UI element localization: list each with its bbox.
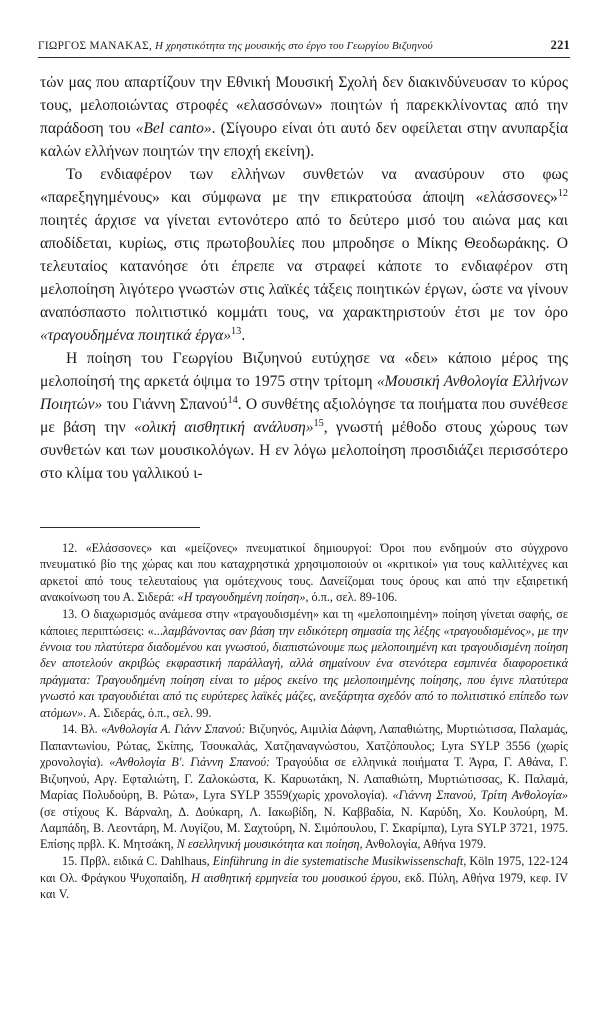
page-number: 221 bbox=[550, 38, 570, 52]
text-run: (σε στίχους Κ. Βάρναλη, Δ. Δούκαρη, Λ. Ιακωβίδη, Ν. Καββαδία, Ν. Καρύδη, Χο. Κουλούρη, Μ. Λαμπάδη, Β. Λεοντάρη, Μ. Λυγίζου, Μ. Σαχτούρη, Ν. Σιμόπουλου, Γ. Σκαρίμπα), Lyra SYLP 3721, 1975. Επίσης πρβλ. Κ. Μητσάκη, bbox=[40, 804, 568, 852]
header-divider bbox=[38, 57, 570, 58]
running-head-text bbox=[38, 40, 433, 52]
footnote bbox=[40, 721, 568, 852]
text-run: Η ποίηση του Γεωργίου Βιζυηνού ευτύχησε να «δει» κάποιο μέρος της μελοποίησή της αρκετά όψιμα το 1975 στην τρίτομη bbox=[40, 350, 568, 390]
italic-run: Ν εσελληνική μουσικότητα και ποίηση bbox=[176, 837, 360, 852]
italic-run: «Μουσική Ανθολογία Ελλήνων Ποιητών» bbox=[40, 372, 568, 413]
text-run: , Köln 1975, 122-124 και Ολ. Φράγκου Ψυχοπαίδη, bbox=[40, 854, 568, 885]
text-run: . (Σίγουρο είναι ότι αυτό δεν οφείλεται στην ανυπαρξία καλών ελλήνων ποιητών την εποχή εκείνη). bbox=[40, 119, 568, 160]
text-run: , γνωστή μέθοδο στους χώρους των συνθετών και των μουσικολόγων. Η εν λόγω μελοποίηση προσιδιάζει περισσότερο στο κλίμα του γαλλικού ι- bbox=[40, 418, 568, 482]
footnote-marker[interactable]: 12 bbox=[557, 187, 568, 199]
text-run: . Α. Σιδεράς, ό.π., σελ. 99. bbox=[83, 705, 212, 720]
text-run: 13. Ο διαχωρισμός ανάμεσα στην «τραγουδισμένη» και τη «μελοποιημένη» ποίηση γίνεται σαφής, σε κάποιες περιπτώσεις: «... bbox=[40, 607, 568, 638]
text-run: 12. «Ελάσσονες» και «μείζονες» πνευματικοί δημιουργοί: Όροι που ενδημούν στο σύγχρονο πνευματικό βίο της χώρας και που καταχρηστικά χρησιμοποιούν οι «κριτικοί» για τους καλλιτέχνες και αρκετοί από τους τελευταίους για ομότεχνους τους. Δανείζομαι τους όρους και από την εξαιρετική ανακοίνωση του Α. Σιδερά: bbox=[40, 541, 568, 605]
italic-run: «τραγουδημένα ποιητικά έργα» bbox=[40, 326, 232, 344]
text-run: ποιητές άρχισε να γίνεται εντονότερο από το δεύτερο μισό του αιώνα μας και αποδίδεται, κυρίως, στις πρωτοβουλίες που μπροδησε ο Μίκης Θεοδωράκης. Ο τελευταίος κατανόησε ότι έπρεπε να στραφεί κάποτε το ενδιαφέρον στη μελοποίηση λιγότερο γνωστών στις λαϊκές τάξεις ποιητικών έργων, ώστε να γίνουν αναπόσπαστο πολιτιστικό κομμάτι τους, να χαρακτηριστούν έτσι με τον όρο bbox=[40, 212, 568, 321]
italic-run: «Γιάννη Σπανού, Τρίτη Ανθολογία» bbox=[392, 788, 569, 803]
text-run: Βιζυηνός, Αιμιλία Δάφνη, Λαπαθιώτης, Μυρτιώτισσα, Παλαμάς, Παπαντωνίου, Ρώτας, Σκίπης, Τσουκαλάς, Χατζηαναγνώστου, Χατζόπουλος; Lyra SYLP 3556 (χωρίς χρονολογία). bbox=[40, 722, 568, 770]
text-run: . bbox=[241, 326, 246, 344]
running-head-author: ΓΙΩΡΓΟΣ ΜΑΝΑΚΑΣ, bbox=[38, 40, 153, 52]
footnote bbox=[40, 606, 568, 721]
text-run: τών μας που απαρτίζουν την Εθνική Μουσική Σχολή δεν διακινδύνευσαν το κύρος τους, μελοποιώντας στροφές «ελασσόνων» ποιητών ή παρεκκλίνοντας από την παράδοση του bbox=[40, 74, 568, 137]
text-run: 15. Πρβλ. ειδικά C. Dahlhaus, bbox=[62, 854, 213, 869]
footnote-divider bbox=[40, 527, 200, 528]
body-paragraph bbox=[40, 164, 568, 347]
footnote-marker[interactable]: 13 bbox=[231, 325, 242, 337]
footnote bbox=[40, 540, 568, 606]
text-run: Το ενδιαφέρον των ελλήνων συνθετών να ανασύρουν στο φως «παρεξηγημένους» και σύμφωνα με την επικρατούσα άποψη «ελάσσονες» bbox=[40, 166, 568, 207]
body-paragraph bbox=[40, 348, 568, 486]
italic-run: «ολική αισθητική ανάλυση» bbox=[134, 418, 314, 436]
body-text bbox=[40, 72, 568, 486]
footnote-marker[interactable]: 14 bbox=[227, 394, 238, 406]
text-run: 14. Βλ. bbox=[62, 722, 102, 737]
italic-run: «Ανθολογία Α. Γιάνν Σπανού: bbox=[101, 722, 246, 737]
text-run: του Γιάννη Σπανού bbox=[102, 395, 228, 413]
text-run: , ό.π., σελ. 89-106. bbox=[305, 590, 398, 605]
footnote bbox=[40, 853, 568, 902]
italic-run: «Bel canto» bbox=[135, 119, 212, 137]
footnotes-section bbox=[40, 540, 568, 903]
text-run: Τραγούδια σε ελληνικά ποιήματα Τ. Άγρα, Γ. Αθάνα, Γ. Βιζυηνού, Αργ. Εφταλιώτη, Γ. Ζαλοκώστα, Κ. Καρυωτάκη, Ν. Λαπαθιώτη, Μυρτιώτισσας, Κ. Παλαμά, Μαρίας Πολυδούρη, Β. Ρώτα», Lyra SYLP 3559(χωρίς χρονολογία). bbox=[40, 755, 568, 803]
text-run: , εκδ. Πύλη, Αθήνα 1979, κεφ. IV και V. bbox=[40, 870, 568, 902]
text-run: . Ο συνθέτης αξιολόγησε τα ποιήματα που συνέθεσε με βάση την bbox=[40, 395, 568, 436]
italic-run: λαμβάνοντας σαν βάση την ειδικότερη σημασία της λέξης «τραγουδισμένος», με την έννοια του πλατύτερα διαδομένου και γνωστού, διαπιστώνουμε πως μελοποιημένη και τραγουδισμένη ποίηση δεν αποτελούν ακριβώς εκφραστική παράλλαγή, αλλά σημαίνουν ένα στενότερα εσμπινέα διαφοροετικά πράγματα: Τραγουδημένη ποίηση είναι το μέρος εκείνο της μελοποιημένης ποίησης, που έγινε πλατύτερα γνωστό και τραγουδιέται από τις ευρύτερες λαϊκές μάζες, ανεξάρτητα σχεδόν από το πολιτιστικό επίπεδο των ατόμων» bbox=[40, 623, 568, 720]
running-head bbox=[38, 38, 570, 53]
text-run: , Ανθολογία, Αθήνα 1979. bbox=[359, 837, 487, 852]
italic-run: Η αισθητική ερμηνεία του μουσικού έργου bbox=[191, 870, 398, 885]
italic-run: «Η τραγουδημένη ποίηση» bbox=[177, 590, 306, 605]
body-paragraph bbox=[40, 72, 568, 164]
italic-run: Einführung in die systematische Musikwissenschaft bbox=[212, 854, 464, 869]
footnote-marker[interactable]: 15 bbox=[313, 417, 324, 429]
italic-run: «Ανθολογία Β'. Γιάννη Σπανού: bbox=[109, 755, 271, 770]
running-head-title: Η χρηστικότητα της μουσικής στο έργο του Γεωργίου Βιζυηνού bbox=[155, 40, 433, 52]
